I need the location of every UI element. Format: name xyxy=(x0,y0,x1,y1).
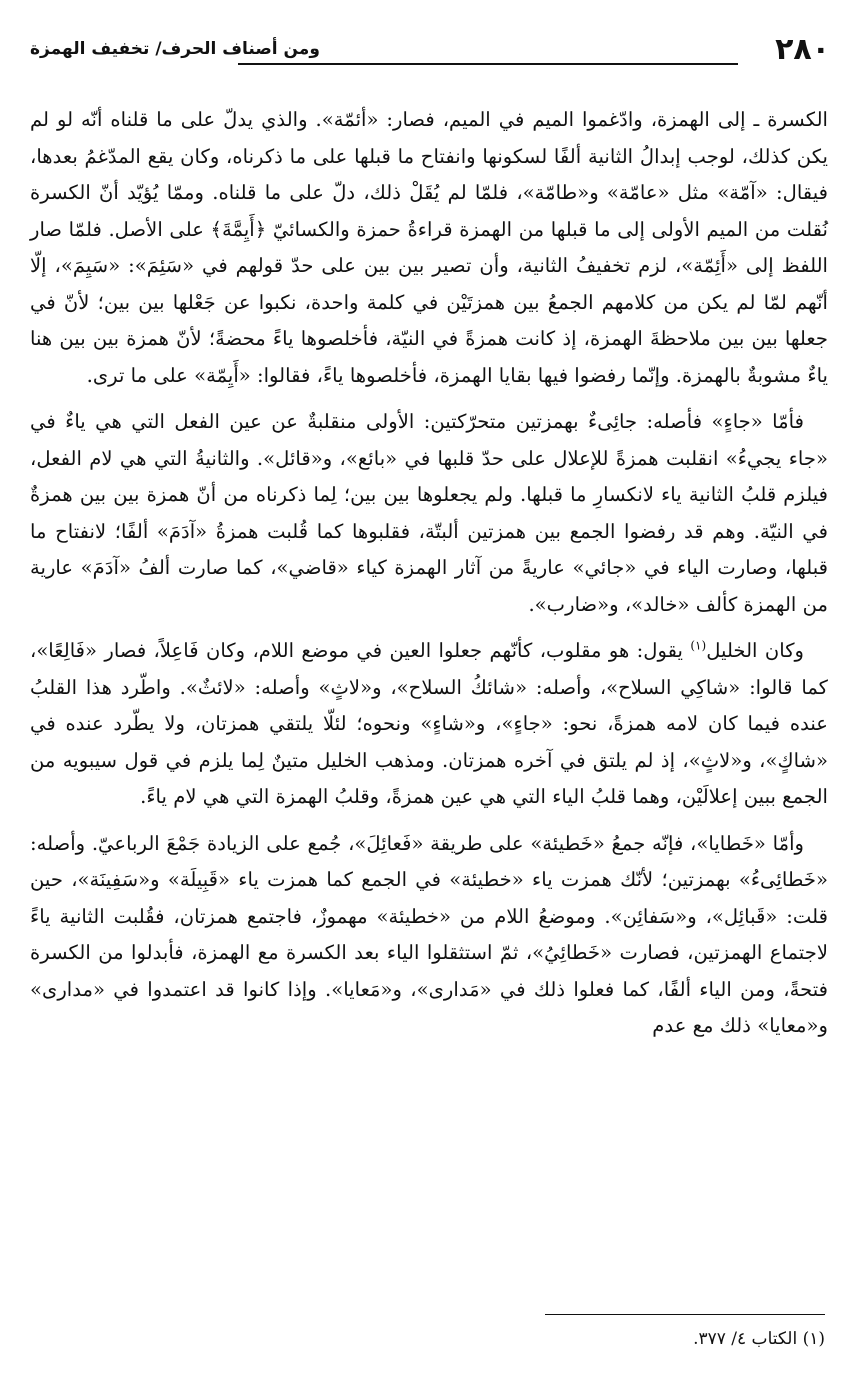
paragraph-3 xyxy=(30,633,828,816)
body-text xyxy=(30,102,828,1055)
paragraph-4-text: وأمّا «خَطايا»، فإنّه جمعُ «خَطيئة» على طريقة «فَعائِلَ»، جُمع على الزيادة جَمْعَ الرباعيّ. وأصله: «خَطائِىءُ» بهمزتين؛ لأنّك همزت ياء «خطيئة» في الجمع كما همزت ياء «قَبِيلَة» و«سَفِينَة»، حين قلت: «قَبائِل»، و«سَفائِن». وموضعُ اللام من «خطيئة» مهموزٌ، فاجتمع همزتان، فقُلبت الثانية ياءً لاجتماع الهمزتين، فصارت «خَطائِيُ»، ثمّ استثقلوا الياء بعد الكسرة مع الهمزة، فأبدلوا من الكسرة فتحةً، ومن الياء ألفًا، كما فعلوا ذلك في «مَدارى»، و«مَعايا». وإذا كانوا قد اعتمدوا في «مدارى» و«معايا» ذلك مع عدم xyxy=(30,831,828,1037)
page-number: ٢٨٠ xyxy=(775,32,830,67)
paragraph-1 xyxy=(30,102,828,394)
paragraph-2 xyxy=(30,404,828,623)
page-header xyxy=(30,30,830,70)
footnote xyxy=(35,1324,825,1354)
footnote-marker: (١) xyxy=(802,1329,825,1349)
footnote-ref: (١) xyxy=(690,638,707,653)
paragraph-1-text: الكسرة ـ إلى الهمزة، وادّغموا الميم في الميم، فصار: «أئمّة». والذي يدلّ على ما قلناه أنّه لو لم يكن كذلك، لوجب إبدالُ الثانية ألفًا لسكونها وانفتاح ما قبلها على ما ذكرناه، وكان يقع المدّغمُ بعدها، فيقال: «آمّة» مثل «عامّة» و«طامّة»، فلمّا لم يُقَلْ ذلك، دلّ على ما قلناه. وممّا يُؤيّد أنّ الكسرة نُقلت من الميم الأولى إلى ما قبلها من الهمزة قراءةُ حمزة والكسائيّ ﴿أَيِمَّةَ﴾ على الأصل. فلمّا صار اللفظ إلى «أَئِمّة»، لزم تخفيفُ الثانية، وأن تصير بين بين على حدّ قولهم في «سَئِمَ»: «سَيِمَ»، إلّا أنّهم لمّا لم يكن من كلامهم الجمعُ بين همزتَيْن في كلمة واحدة، نكبوا عن جَعْلها بين بين؛ لأنّ في جعلها بين بين ملاحظةَ الهمزة، إذ كانت همزةً في النيّة، فأخلصوها ياءً محضةً؛ لأنّ همزة بين بين هنا ياءٌ مشوبةٌ بالهمزة. وإنّما رفضوا فيها بقايا الهمزة، فأخلصوها ياءً، فقالوا: «أَيِمّة» على ما ترى. xyxy=(30,108,828,387)
header-rule xyxy=(238,63,738,65)
paragraph-2-text: فأمّا «جاءٍ» فأصله: جائِىءٌ بهمزتين متحرّكتين: الأولى منقلبةٌ عن عين الفعل التي هي ياءٌ في «جاء يجيءُ» انقلبت همزةً للإعلال على حدّ قلبها في «بائع»، و«قائل». والثانيةُ التي هي لام الفعل، فيلزم قلبُ الثانية ياء لانكسارِ ما قبلها. ولم يجعلوها بين بين؛ لِما ذكرناه من أنّ همزة بين بين همزةٌ في النيّة. وهم قد رفضوا الجمع بين همزتين ألبتّة، فقلبوها كما قُلبت همزةُ «آدَمَ» ألفًا؛ لانفتاح ما قبلها، وصارت الياء في «جائي» عاريةً من آثار الهمزة كياء «قاضي»، كما صارت ألفُ «آدَمَ» عارية من الهمزة كألف «خالد»، و«ضارب». xyxy=(30,410,828,616)
paragraph-4 xyxy=(30,826,828,1045)
footnote-text: الكتاب ٤/ ٣٧٧. xyxy=(693,1329,798,1349)
footnote-rule xyxy=(545,1314,825,1315)
paragraph-3-text: وكان الخليل$^{(١)}$ يقول: هو مقلوب، كأنّهم جعلوا العين في موضع اللام، وكان فَاعِلاً، فصار «فَالِعًا»، كما قالوا: «شاكِي السلاح»، وأصله: «شائكُ السلاح»، و«لاثٍ» وأصله: «لائثٌ». واطّرد هذا القلبُ عنده فيما كان لامه همزةً، نحو: «جاءٍ»، و«شاءٍ» ونحوه؛ لئلّا يلتقي همزتان، ولا يطّرد عنده في «شاكٍ»، و«لاثٍ»، إذ لم يلتق في آخره همزتان. ومذهب الخليل متينٌ لِما يلزم في قول سيبويه من الجمع ببين إعلالَيْن، وهما قلبُ الياء التي هي عين همزةً، وقلبُ الهمزة التي هي لام ياءً. xyxy=(30,638,828,808)
running-head: ومن أصناف الحرف/ تخفيف الهمزة xyxy=(30,39,320,59)
